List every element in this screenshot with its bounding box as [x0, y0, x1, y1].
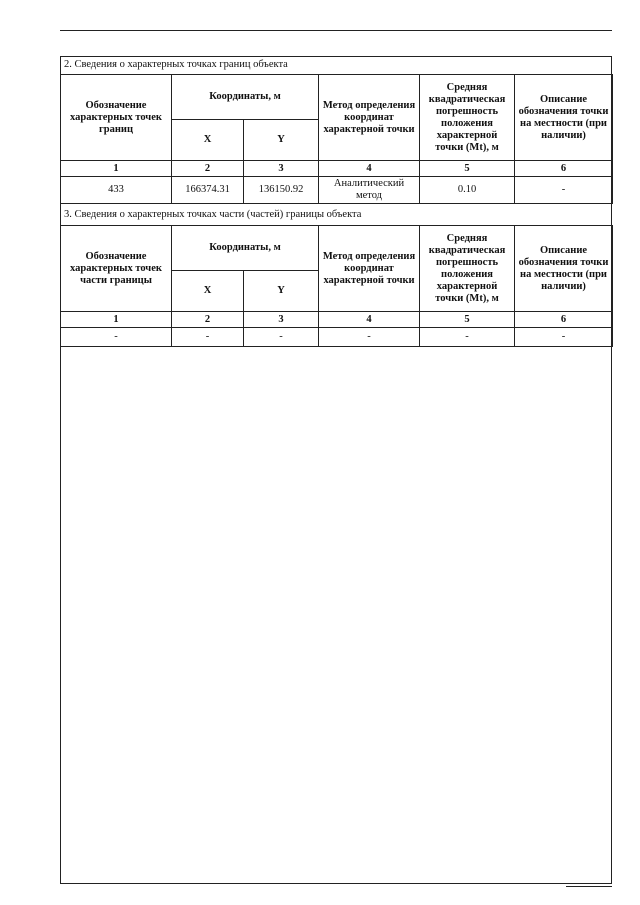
header-description: Описание обозначения точки на местности (при наличии) — [515, 75, 613, 161]
header-method: Метод определения координат характерной точки — [319, 75, 420, 161]
column-number: 2 — [172, 161, 244, 177]
column-number: 4 — [319, 312, 420, 328]
cell-y: 136150.92 — [244, 177, 319, 204]
header-coordinates: Координаты, м — [172, 75, 319, 120]
header-description: Описание обозначения точки на местности (при наличии) — [515, 226, 613, 312]
header-row — [61, 75, 613, 120]
cell-error: 0.10 — [420, 177, 515, 204]
page-bottom-rule — [566, 886, 612, 887]
column-number: 4 — [319, 161, 420, 177]
header-method: Метод определения координат характерной точки — [319, 226, 420, 312]
header-x: X — [172, 271, 244, 312]
cell-x: - — [172, 328, 244, 347]
column-number: 5 — [420, 161, 515, 177]
column-number: 1 — [61, 161, 172, 177]
section-2-table — [60, 74, 613, 204]
column-number: 3 — [244, 161, 319, 177]
cell-x: 166374.31 — [172, 177, 244, 204]
column-number: 6 — [515, 161, 613, 177]
header-x: X — [172, 120, 244, 161]
header-error: Средняя квадратическая погрешность положения характерной точки (Mt), м — [420, 226, 515, 312]
header-designation: Обозначение характерных точек части границы — [61, 226, 172, 312]
table-row — [61, 328, 613, 347]
cell-error: - — [420, 328, 515, 347]
column-number: 3 — [244, 312, 319, 328]
cell-designation: - — [61, 328, 172, 347]
header-y: Y — [244, 120, 319, 161]
column-number: 1 — [61, 312, 172, 328]
column-numbers-row — [61, 312, 613, 328]
column-numbers-row — [61, 161, 613, 177]
cell-description: - — [515, 328, 613, 347]
column-number: 2 — [172, 312, 244, 328]
header-error: Средняя квадратическая погрешность положения характерной точки (Mt), м — [420, 75, 515, 161]
header-row — [61, 226, 613, 271]
section-3-title: 3. Сведения о характерных точках части (частей) границы объекта — [64, 209, 362, 220]
cell-method: Аналитический метод — [319, 177, 420, 204]
header-y: Y — [244, 271, 319, 312]
column-number: 6 — [515, 312, 613, 328]
page-top-rule — [60, 30, 612, 31]
cell-y: - — [244, 328, 319, 347]
cell-method: - — [319, 328, 420, 347]
section-2-title: 2. Сведения о характерных точках границ объекта — [64, 59, 288, 70]
section-3-table — [60, 225, 613, 347]
column-number: 5 — [420, 312, 515, 328]
cell-description: - — [515, 177, 613, 204]
table-row — [61, 177, 613, 204]
header-designation: Обозначение характерных точек границ — [61, 75, 172, 161]
cell-designation: 433 — [61, 177, 172, 204]
header-coordinates: Координаты, м — [172, 226, 319, 271]
